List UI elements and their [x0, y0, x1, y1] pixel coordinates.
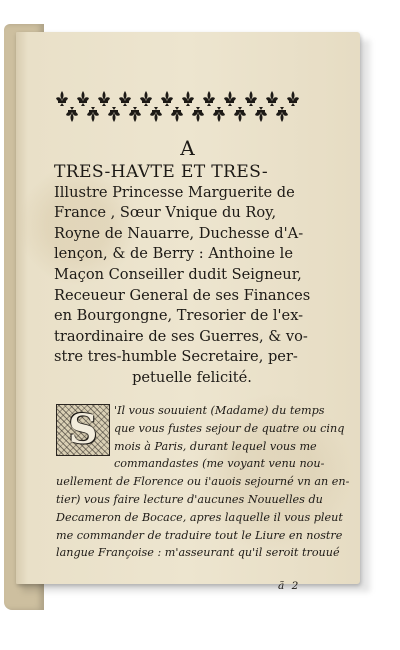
- dedication-heading: A: [180, 136, 196, 160]
- body-paragraph: [56, 402, 356, 562]
- dedication-line: Illustre Princesse Marguerite de: [54, 183, 295, 201]
- dedication-line: stre tres-humble Secretaire, per-: [54, 348, 298, 366]
- dedication-line: Royne de Nauarre, Duchesse d'A-: [54, 224, 304, 242]
- body-line: uellement de Florence ou i'auois sejourné vn an en-: [56, 475, 350, 489]
- body-line: commandastes (me voyant venu nou-: [114, 457, 325, 471]
- signature-mark: ã 2: [278, 580, 301, 592]
- dedication-line: Maçon Conseiller dudit Seigneur,: [54, 265, 302, 283]
- body-line: me commander de traduire tout le Liure en nostre: [56, 528, 343, 542]
- dedication-line: traordinaire de ses Guerres, & vo-: [54, 327, 308, 345]
- body-line: 'Il vous souuient (Madame) du temps: [114, 404, 325, 417]
- dedication-line: lençon, & de Berry : Anthoine le: [54, 245, 293, 263]
- fleuron-ornament-icon: [54, 90, 306, 124]
- dedication-line: Receueur General de ses Finances: [54, 286, 311, 304]
- body-line: Decameron de Bocace, apres laquelle il vous pleut: [56, 510, 343, 524]
- dedication-line: France , Sœur Vnique du Roy,: [54, 204, 277, 222]
- dedication-line: TRES-HAVTE ET TRES-: [54, 162, 268, 182]
- dedication-line: petuelle felicité.: [132, 368, 252, 386]
- body-line: que vous fustes sejour de quatre ou cinq: [114, 421, 345, 435]
- book-page: [16, 32, 360, 592]
- body-line: mois à Paris, durant lequel vous me: [114, 439, 317, 453]
- fleuron-ornament-band: [54, 90, 306, 124]
- body-line: tier) vous faire lecture d'aucunes Nouuelles du: [56, 492, 323, 506]
- dedication-line: en Bourgongne, Tresorier de l'ex-: [54, 307, 304, 325]
- dedication-paragraph: [54, 162, 354, 389]
- drop-cap-letter: S: [68, 406, 98, 453]
- body-line: langue Françoise : m'asseurant qu'il seroit trouué: [56, 546, 340, 560]
